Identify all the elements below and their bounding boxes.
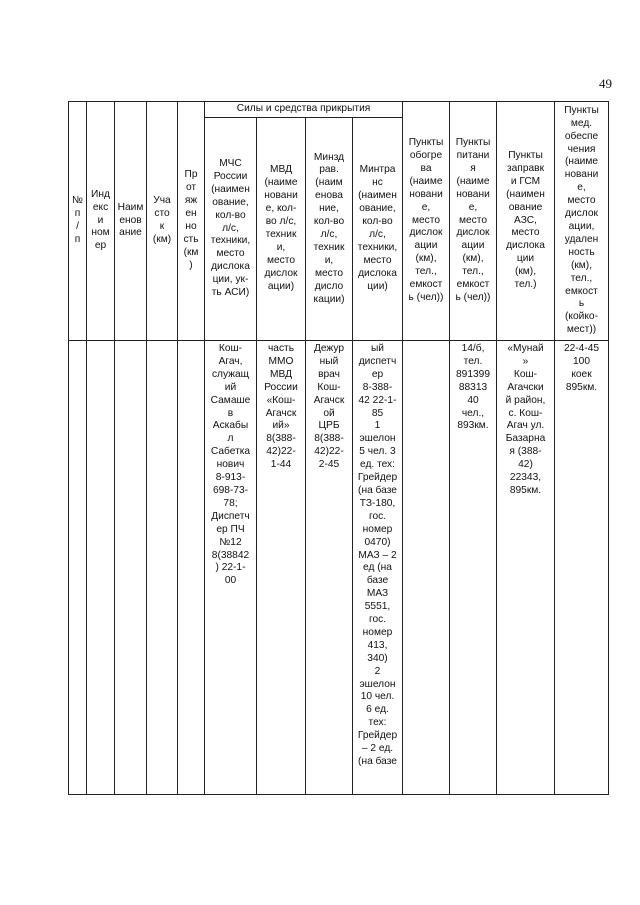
text-line: место [267, 254, 295, 266]
text-line: МАЗ – 2 [358, 549, 397, 561]
text-line: 14/б, [461, 343, 485, 354]
text-line: 42 22-1- [358, 394, 397, 406]
cell-medical [555, 341, 609, 795]
text-line: Самаше [210, 394, 251, 406]
text-line: кол-во [313, 216, 345, 228]
text-line: ность [568, 246, 595, 258]
cell-heating [403, 341, 450, 795]
text-line: Грейдер [357, 730, 398, 742]
text-line: ование, [212, 196, 249, 208]
cell-mintrans [353, 341, 403, 795]
text-line: но [185, 221, 197, 232]
text-line: ном [91, 227, 110, 239]
header-mvd [257, 118, 306, 341]
text-line: ЦРБ [318, 420, 340, 432]
text-line: 88313 [458, 381, 488, 393]
text-line: заправк [506, 162, 545, 174]
text-line: Агачск [265, 407, 297, 419]
text-line: 6 ед. [366, 704, 389, 716]
text-line: с. Кош- [508, 407, 543, 419]
cell-fuel [497, 341, 555, 795]
text-line: 895км. [565, 381, 598, 393]
text-line: дислок [565, 208, 598, 220]
text-line: Сабетка [210, 446, 251, 458]
text-line: и, [324, 254, 334, 266]
text-line: ование, [359, 203, 396, 215]
header-mchs [205, 118, 257, 341]
text-line: яж [184, 195, 198, 207]
text-line: тел., [570, 272, 593, 284]
text-line: тел.) [514, 279, 537, 291]
text-line: кол-во [215, 209, 246, 221]
text-line: (наиме [564, 156, 599, 168]
text-line: емкост [409, 279, 443, 291]
header-num [69, 102, 87, 341]
header-food [450, 102, 497, 341]
text-line: и ГСМ [510, 175, 541, 187]
text-line: (на базе [358, 756, 397, 767]
text-line: ции, ук- [212, 274, 249, 286]
text-line: 85 [371, 407, 384, 419]
text-line: место [216, 248, 245, 260]
text-line: л/с, [369, 229, 386, 240]
text-line: 22343, [509, 472, 542, 484]
cell-num [69, 341, 87, 795]
text-line: ой [323, 407, 335, 419]
text-line: (км), [570, 259, 593, 271]
text-line: тех: [368, 717, 387, 729]
text-line: 8-388- [362, 381, 393, 393]
text-line: ед. тех: [360, 459, 395, 471]
text-line: сто [154, 208, 170, 220]
text-line: Агач ул. [506, 420, 545, 432]
text-line: ТЗ-180, [359, 497, 396, 509]
cell-food [450, 341, 497, 795]
text-line: Аскабы [212, 420, 249, 432]
text-line: гос. [368, 614, 387, 626]
text-line: (км), [415, 253, 437, 265]
page-number: 49 [599, 76, 612, 91]
text-line: ть АСИ) [211, 287, 250, 299]
text-line: ь (чел)) [408, 291, 444, 303]
text-line: ации) [267, 280, 295, 292]
text-line: чел., [461, 407, 485, 419]
text-line: Агачск [313, 394, 345, 406]
text-line: Агач, [218, 355, 243, 367]
text-line: питани [456, 150, 490, 162]
text-line: 42)22- [266, 446, 296, 458]
text-line: место [567, 195, 596, 207]
text-line: к [159, 221, 165, 232]
cell-length [178, 341, 205, 795]
text-line: 8(38842 [211, 549, 250, 561]
text-line: России [213, 170, 248, 182]
text-line: место [459, 214, 487, 226]
text-line: техники, [357, 241, 398, 253]
text-line: МВД [270, 164, 292, 176]
text-line: 8-913- [215, 472, 246, 484]
text-line: 340) [367, 652, 388, 664]
text-line: новани [264, 190, 298, 202]
text-line: «Мунай [507, 343, 544, 354]
cell-index [87, 341, 115, 795]
text-line: ый [370, 343, 384, 354]
text-line: 42)22- [314, 446, 344, 458]
text-line: 10 чел. [360, 691, 395, 703]
text-line: (койко- [565, 311, 598, 323]
text-line: емкост [456, 279, 490, 291]
text-line: енова [315, 190, 343, 202]
text-line: Наим [117, 201, 144, 213]
text-line: ание [119, 227, 142, 239]
text-line: и [97, 214, 104, 226]
text-line: 1 [374, 420, 381, 432]
text-line: 5551, [364, 601, 391, 613]
text-line: дислок [264, 267, 298, 279]
resources-table [68, 101, 609, 795]
text-line: 2-45 [318, 459, 340, 471]
text-line: номер [362, 626, 393, 638]
text-line: 22-4-45 [563, 343, 600, 354]
text-line: мед. [570, 117, 593, 129]
text-line: ) 22-1- [215, 562, 246, 574]
text-line: я (388- [509, 446, 542, 458]
text-line: ий» [272, 420, 290, 432]
text-line: дислока [358, 267, 397, 279]
text-line: 413, [367, 639, 388, 651]
text-line: ации, [568, 221, 595, 232]
text-line: место [363, 254, 392, 266]
text-line: Дежур [313, 343, 345, 354]
header-section [147, 102, 178, 341]
text-line: кации) [313, 293, 345, 305]
text-line: енов [119, 214, 142, 226]
text-line: ий [224, 381, 237, 393]
text-line: (наиме [456, 175, 490, 187]
text-line: 100 [573, 355, 590, 367]
text-line: Базарна [505, 433, 546, 445]
text-line: сть [183, 233, 199, 245]
text-line: новани [409, 188, 443, 200]
text-line: место [315, 267, 343, 279]
text-line: диспетч [358, 355, 397, 367]
text-line: 698-73- [212, 484, 249, 496]
text-line: дислок [456, 227, 490, 239]
text-line: е, [468, 201, 478, 213]
header-fuel [497, 102, 555, 341]
text-line: эшелон [359, 433, 396, 445]
text-line: техник [265, 229, 297, 240]
text-line: Минтра [359, 164, 396, 176]
text-line: (км), [514, 266, 537, 278]
text-line: 1-44 [270, 459, 292, 471]
text-line: дислока [506, 240, 545, 252]
text-line: эшелон [359, 678, 396, 690]
text-line: ации [414, 240, 438, 252]
text-line: 895км. [509, 484, 542, 496]
text-line: удален [564, 233, 599, 245]
text-line: чения [567, 143, 596, 155]
cell-mchs [205, 341, 257, 795]
text-line: / [76, 221, 79, 232]
text-line: тел., [415, 266, 437, 278]
text-line: 0470) [364, 536, 391, 548]
text-line: коек [571, 368, 592, 380]
text-line: обеспе [564, 130, 599, 142]
text-line: п [74, 233, 81, 245]
text-line: обогре [409, 150, 443, 162]
text-line: е, кол- [265, 203, 297, 215]
text-line: и, [276, 241, 286, 253]
header-medical [555, 102, 609, 341]
header-group-title: Силы и средства прикрытия [205, 102, 403, 118]
text-line: Пункты [564, 104, 599, 116]
text-line: л/с, [320, 229, 338, 240]
text-line: (км), [462, 253, 484, 265]
text-line: рав. [319, 164, 339, 176]
text-line: тел., [462, 266, 484, 278]
text-line: » [522, 355, 529, 367]
text-line: ции) [367, 280, 388, 292]
text-line: (км [183, 246, 199, 258]
text-line: п [74, 208, 81, 220]
text-line: е, [577, 182, 586, 194]
text-line: техник [313, 241, 345, 253]
text-line: МАЗ [366, 588, 389, 600]
text-line: ь (чел)) [455, 291, 491, 303]
text-line: ) [189, 259, 193, 271]
text-line: (км) [152, 233, 172, 245]
text-line: номер [362, 523, 393, 535]
text-line: МЧС [219, 158, 242, 170]
text-line: Уча [153, 195, 171, 207]
text-line: служащ [211, 368, 250, 380]
text-line: в [227, 407, 234, 419]
text-line: л [227, 433, 234, 445]
text-line: 5 чел. 3 [359, 446, 396, 458]
text-line: ММО [268, 355, 294, 367]
text-line: Агачски [507, 381, 544, 393]
text-line: ный [319, 355, 339, 367]
text-line: нс [372, 177, 383, 189]
text-line: 891399 [456, 368, 490, 380]
text-line: нович [216, 459, 245, 471]
text-line: Диспетч [211, 510, 250, 522]
text-line: МВД [270, 368, 292, 380]
text-line: № [72, 195, 83, 207]
text-line: (на базе [358, 484, 397, 496]
text-line: ации [461, 240, 485, 252]
header-mintrans [353, 118, 403, 341]
text-line: Минзд [313, 151, 345, 163]
text-line: ции [516, 253, 535, 265]
text-line: 8(388- [266, 433, 296, 445]
text-line: ер ПЧ [216, 523, 245, 535]
text-line: России [264, 381, 298, 393]
text-line: (наиме [409, 175, 443, 187]
cell-mvd [257, 341, 306, 795]
text-line: новани [456, 188, 490, 200]
header-index [87, 102, 115, 341]
cell-name [115, 341, 147, 795]
text-line: ед (на [363, 562, 392, 574]
text-line: 40 [467, 394, 479, 406]
text-line: 2 [374, 665, 381, 677]
header-minzdrav [306, 118, 353, 341]
text-line: мест)) [566, 324, 597, 336]
text-line: от [185, 182, 197, 194]
text-line: л/с, [222, 222, 239, 234]
cell-minzdrav [306, 341, 353, 795]
text-line: ование [508, 201, 543, 213]
text-line: место [412, 214, 440, 226]
header-name [115, 102, 147, 341]
text-line: ер [371, 368, 384, 380]
text-line: АЗС, [514, 214, 537, 226]
text-line: техники, [210, 235, 251, 247]
text-line: 78; [223, 497, 238, 509]
text-line: е, [421, 201, 431, 213]
text-line: ние, [319, 203, 339, 215]
header-length [178, 102, 205, 341]
text-line: Кош- [218, 343, 243, 354]
text-line: 893км. [457, 420, 489, 432]
text-line: (наим [315, 177, 343, 189]
text-line: во л/с, [265, 216, 297, 228]
text-line: дисло [314, 280, 344, 292]
text-line: (наимен [506, 188, 545, 200]
text-line: базе [366, 575, 389, 587]
text-line: 8(388- [314, 433, 344, 445]
text-line: гос. [368, 510, 387, 522]
text-line: №12 [219, 536, 242, 548]
text-line: емкост [565, 285, 598, 297]
text-line: Кош- [513, 368, 538, 380]
text-line: 00 [224, 575, 237, 587]
text-line: Инд [91, 188, 110, 200]
text-line: Пункты [508, 150, 543, 162]
text-line: Грейдер [357, 472, 398, 484]
text-line: ва [420, 162, 432, 174]
text-line: Пункты [455, 137, 491, 149]
text-line: екс [92, 201, 109, 213]
text-line: место [511, 227, 540, 239]
text-line: я [470, 162, 476, 174]
text-line: Кош- [317, 381, 341, 393]
text-line: – 2 ед. [361, 743, 394, 755]
text-line: ен [185, 208, 197, 220]
text-line: кол-во [362, 216, 393, 228]
text-line: дислок [409, 227, 443, 239]
text-line: (наиме [264, 177, 298, 189]
text-line: ер [94, 240, 107, 252]
text-line: «Кош- [266, 394, 296, 406]
text-line: часть [267, 343, 295, 354]
text-line: дислока [211, 261, 250, 273]
text-line: Пункты [408, 137, 444, 149]
text-line: ь [578, 298, 585, 310]
header-heating [403, 102, 450, 341]
text-line: (наимен [211, 183, 250, 195]
text-line: новани [564, 169, 599, 181]
text-line: Пр [184, 169, 198, 181]
text-line: врач [318, 368, 340, 380]
text-line: тел. [463, 355, 483, 367]
text-line: 42) [518, 459, 533, 471]
text-line: (наимен [358, 190, 397, 202]
cell-section [147, 341, 178, 795]
text-line: й район, [505, 394, 546, 406]
